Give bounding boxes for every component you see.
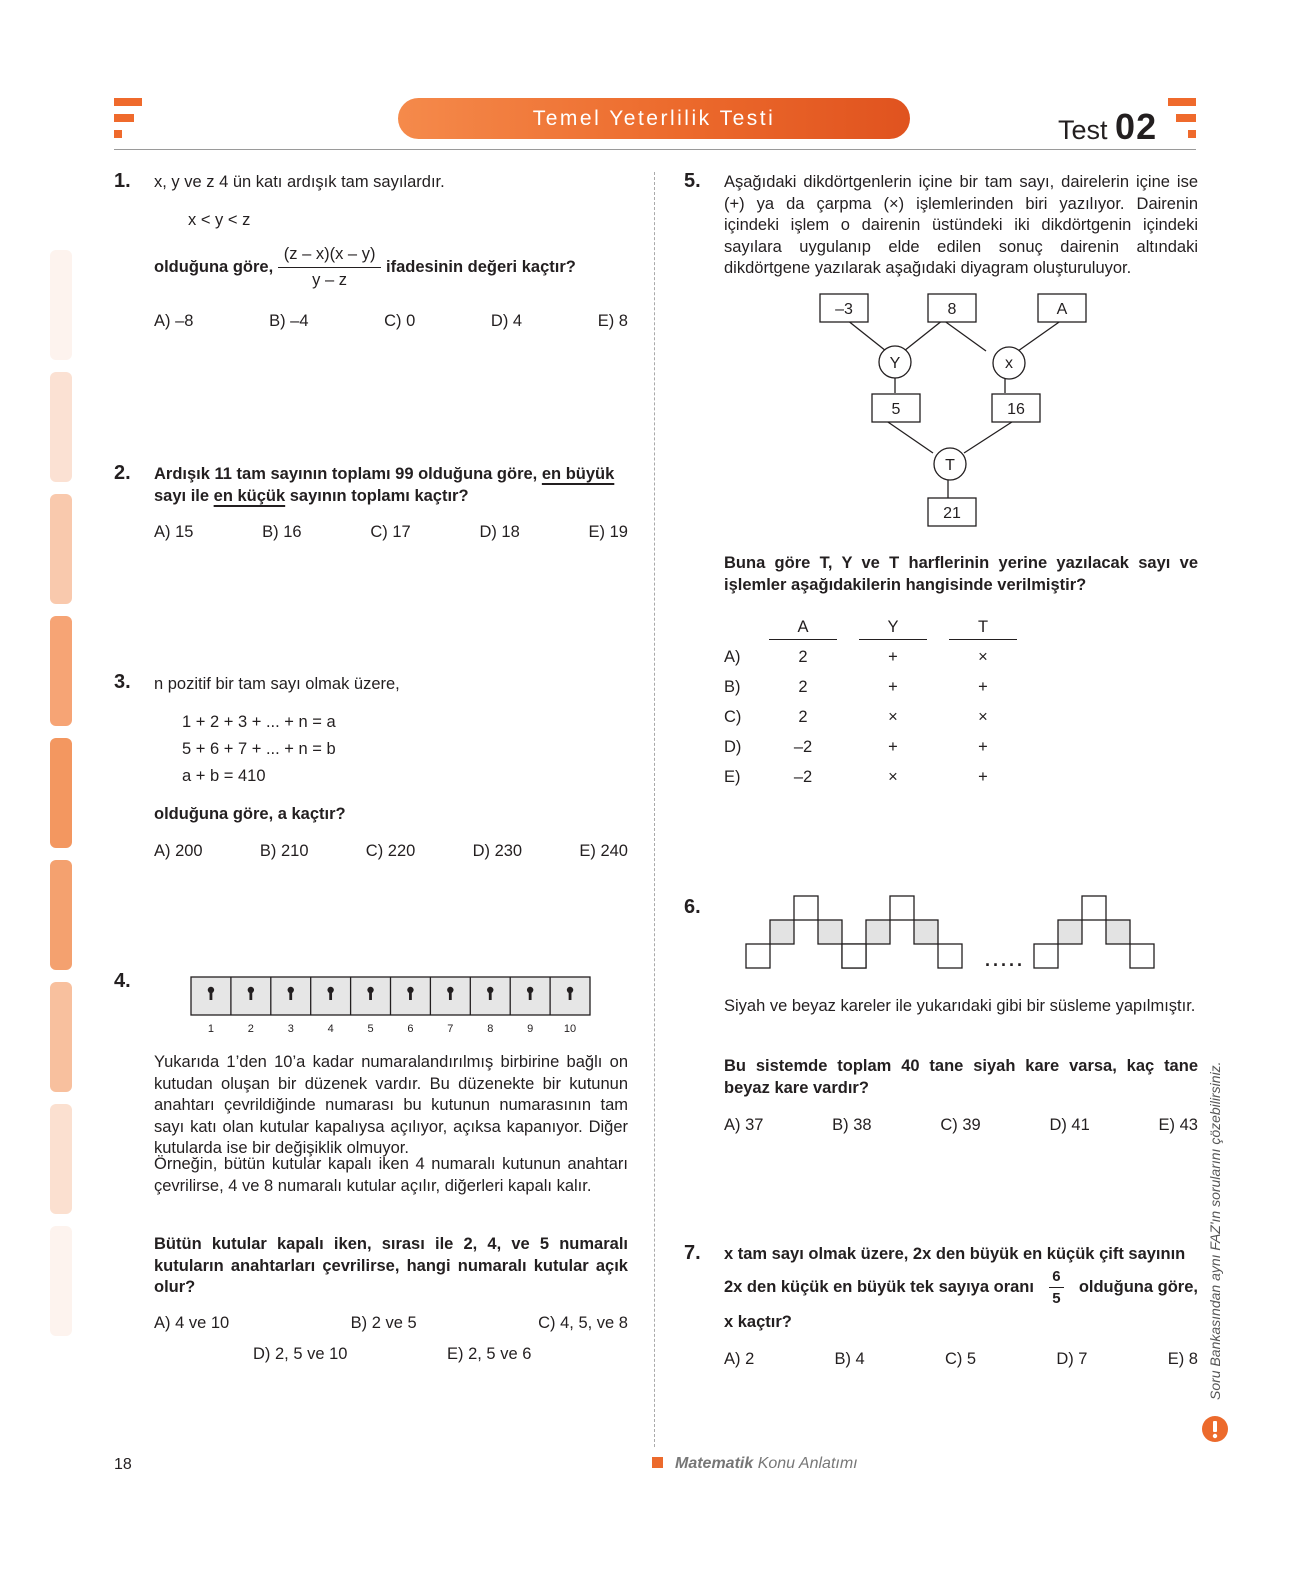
footer-title: Matematik Konu Anlatımı (652, 1455, 858, 1473)
box-number: 3 (287, 1023, 294, 1035)
option-e[interactable]: E) 19 (588, 523, 628, 541)
answer-options (154, 842, 628, 861)
fraction: $\frac{(z - x)(x - y)}{y - z}$ (278, 245, 382, 290)
option-c[interactable]: C) 5 (944, 1350, 977, 1368)
box-number: 10 (563, 1023, 577, 1035)
inequality: x < y < z (188, 211, 251, 229)
shaded-square (818, 920, 842, 944)
question-line-3: x kaçtır? (724, 1313, 792, 1331)
header-rule (114, 149, 1196, 150)
option-a[interactable]: A) –8 (154, 312, 194, 330)
option-d[interactable]: D) 230 (472, 842, 523, 860)
question-stem: Buna göre T, Y ve T harflerinin yerine yazılacak sayı ve işlemler aşağıdakilerin hangisinde verilmiştir? (724, 554, 1198, 594)
shaded-square (1106, 920, 1130, 944)
option-b[interactable]: B) 16 (262, 523, 302, 541)
option-b[interactable]: B) –4 (269, 312, 309, 330)
white-square (890, 896, 914, 920)
question-intro: n pozitif bir tam sayı olmak üzere, (154, 675, 400, 693)
option-c[interactable]: C) 4, 5, ve 8 (538, 1314, 628, 1332)
question-intro: Aşağıdaki dikdörtgenlerin içine bir tam sayı, dairelerin içine ise (+) ya da çarpma (×) işlemlerinden biri yazılıyor. Dairenin içindeki işlem o dairenin üstündeki iki dikdörtgenin içindeki sayılara uygulanıp elde edilen sonuç dairenin altındaki dikdörtgene yazılarak aşağıdaki diyagram oluşturuluyor. (724, 173, 1198, 277)
circle-left: Y (889, 355, 901, 372)
question-stem: olduğuna göre, a kaçtır? (154, 805, 346, 823)
question-stem: Bu sistemde toplam 40 tane siyah kare varsa, kaç tane beyaz kare vardır? (724, 1057, 1198, 1097)
question-number: 4. (114, 970, 131, 992)
option-d[interactable]: D) 18 (479, 523, 520, 541)
white-square (938, 944, 962, 968)
option-a[interactable]: A) 4 ve 10 (154, 1314, 230, 1332)
option-e[interactable]: E) 8 (1167, 1350, 1198, 1368)
option-e[interactable]: E) 2, 5 ve 6 (447, 1345, 532, 1363)
option-b[interactable]: B) 210 (259, 842, 309, 860)
option-c[interactable]: C) 39 (940, 1116, 981, 1134)
white-square (794, 896, 818, 920)
square-icon (652, 1457, 663, 1468)
box-mechanism-figure (188, 974, 594, 1036)
box-number: 1 (207, 1023, 215, 1035)
answer-options (154, 312, 628, 331)
shaded-square (770, 920, 794, 944)
answer-table (724, 616, 1028, 792)
question-number: 5. (684, 170, 701, 192)
shaded-square (1058, 920, 1082, 944)
equation-1: 1 + 2 + 3 + ... + n = a (182, 713, 336, 731)
white-square (746, 944, 770, 968)
option-b[interactable]: B) 38 (832, 1116, 872, 1134)
question-number: 7. (684, 1242, 701, 1264)
white-square (842, 944, 866, 968)
circle-right: x (1005, 355, 1013, 372)
question-intro: Siyah ve beyaz kareler ile yukarıdaki gibi bir süsleme yapılmıştır. (724, 997, 1196, 1015)
test-label: Test 02 (1058, 106, 1158, 147)
header-y: Y (859, 618, 927, 640)
option-b[interactable]: B) 2 ve 5 (350, 1314, 417, 1332)
question-intro: x, y ve z 4 ün katı ardışık tam sayılardır. (154, 173, 445, 191)
answer-options-row-1 (154, 1314, 628, 1333)
question-number: 6. (684, 896, 701, 918)
option-row[interactable]: B) 2 + + (724, 677, 988, 696)
option-b[interactable]: B) 4 (834, 1350, 865, 1368)
box-bottom: 21 (943, 505, 961, 522)
shaded-square (866, 920, 890, 944)
box-mid-left: 5 (891, 401, 901, 418)
test-title: Temel Yeterlilik Testi (398, 98, 910, 139)
box-top-left: –3 (835, 301, 853, 318)
option-e[interactable]: E) 43 (1158, 1116, 1198, 1134)
answer-options (724, 1350, 1198, 1369)
paragraph-2: Örneğin, bütün kutular kapalı iken 4 numaralı kutunun anahtarı çevrilirse, 4 ve 8 numaralı kutular açılır, diğerleri kapalı kalır. (154, 1155, 628, 1195)
fraction: $\frac{6}{5}$ (1049, 1268, 1063, 1307)
column-divider (654, 172, 655, 1447)
header-t: T (949, 618, 1017, 640)
question-line-2: 2x den küçük en büyük tek sayıya oranı $\frac{6}{5}$ olduğuna göre, (724, 1268, 1198, 1307)
box-number: 2 (247, 1023, 254, 1035)
option-c[interactable]: C) 17 (370, 523, 411, 541)
white-square (1034, 944, 1058, 968)
question-number: 3. (114, 671, 131, 693)
box-top-mid: 8 (947, 301, 957, 318)
white-square (1082, 896, 1106, 920)
square-pattern-figure (745, 895, 1180, 975)
box-number: 7 (447, 1023, 454, 1035)
box-number: 6 (407, 1023, 414, 1035)
header-a: A (769, 618, 837, 640)
question-number: 2. (114, 462, 131, 484)
exclamation-icon (1201, 1415, 1231, 1445)
box-mid-right: 16 (1007, 401, 1025, 418)
option-c[interactable]: C) 0 (384, 312, 416, 330)
circle-bottom: T (945, 457, 955, 474)
option-row[interactable]: A) 2 + × (724, 647, 988, 666)
equation-2: 5 + 6 + 7 + ... + n = b (182, 740, 336, 758)
question-stem: olduğuna göre, $\frac{(z - x)(x - y)}{y - z}$ ifadesinin değeri kaçtır? (154, 245, 576, 289)
paragraph-1: Yukarıda 1’den 10’a kadar numaralandırılmış birbirine bağlı on kutudan oluşan bir düzenek vardır. Bu düzenekte bir kutunun anahtarı çevrildiğinde numarası bu kutunun numarasının tam sayı katı olan kutular kapalıysa açılıyor, açıksa kapanıyor. Diğer kutularda ise bir değişiklik olmuyor. (154, 1053, 628, 1157)
option-row[interactable]: C) 2 × × (724, 707, 988, 726)
page-number: 18 (114, 1456, 132, 1473)
option-row[interactable]: E) –2 × + (724, 767, 988, 786)
option-a[interactable]: A) 2 (724, 1350, 755, 1368)
question-stem: Ardışık 11 tam sayının toplamı 99 olduğuna göre, en büyük sayı ile en küçük sayının toplamı kaçtır? (154, 465, 615, 505)
answer-options (154, 523, 628, 542)
option-row[interactable]: D) –2 + + (724, 737, 988, 756)
option-a[interactable]: A) 15 (154, 523, 194, 541)
answer-options (724, 1116, 1198, 1135)
question-number: 1. (114, 170, 131, 192)
option-e[interactable]: E) 8 (597, 312, 628, 330)
option-d[interactable]: D) 41 (1049, 1116, 1090, 1134)
option-a[interactable]: A) 200 (154, 842, 203, 860)
box-top-right: A (1056, 301, 1068, 318)
shaded-square (914, 920, 938, 944)
option-d[interactable]: D) 2, 5 ve 10 (253, 1345, 348, 1363)
option-a[interactable]: A) 37 (724, 1116, 764, 1134)
box-number: 5 (367, 1023, 374, 1035)
option-e[interactable]: E) 240 (579, 842, 628, 860)
question-line-1: x tam sayı olmak üzere, 2x den büyük en küçük çift sayının (724, 1245, 1186, 1263)
option-d[interactable]: D) 4 (490, 312, 523, 330)
operation-diagram (800, 290, 1120, 540)
side-note: Soru Bankasından aynı FAZ'ın sorularını çözebilirsiniz. (1207, 1061, 1223, 1400)
box-number: 8 (487, 1023, 494, 1035)
continuation-dots: ..... (985, 950, 1026, 970)
option-c[interactable]: C) 220 (365, 842, 416, 860)
equation-3: a + b = 410 (182, 767, 266, 785)
box-number: 9 (527, 1023, 534, 1035)
white-square (1130, 944, 1154, 968)
option-d[interactable]: D) 7 (1056, 1350, 1088, 1368)
box-number: 4 (327, 1023, 334, 1035)
question-stem: Bütün kutular kapalı iken, sırası ile 2, 4, ve 5 numaralı kutuların anahtarları çevrilirse, hangi numaralı kutular açık olur? (154, 1235, 628, 1296)
